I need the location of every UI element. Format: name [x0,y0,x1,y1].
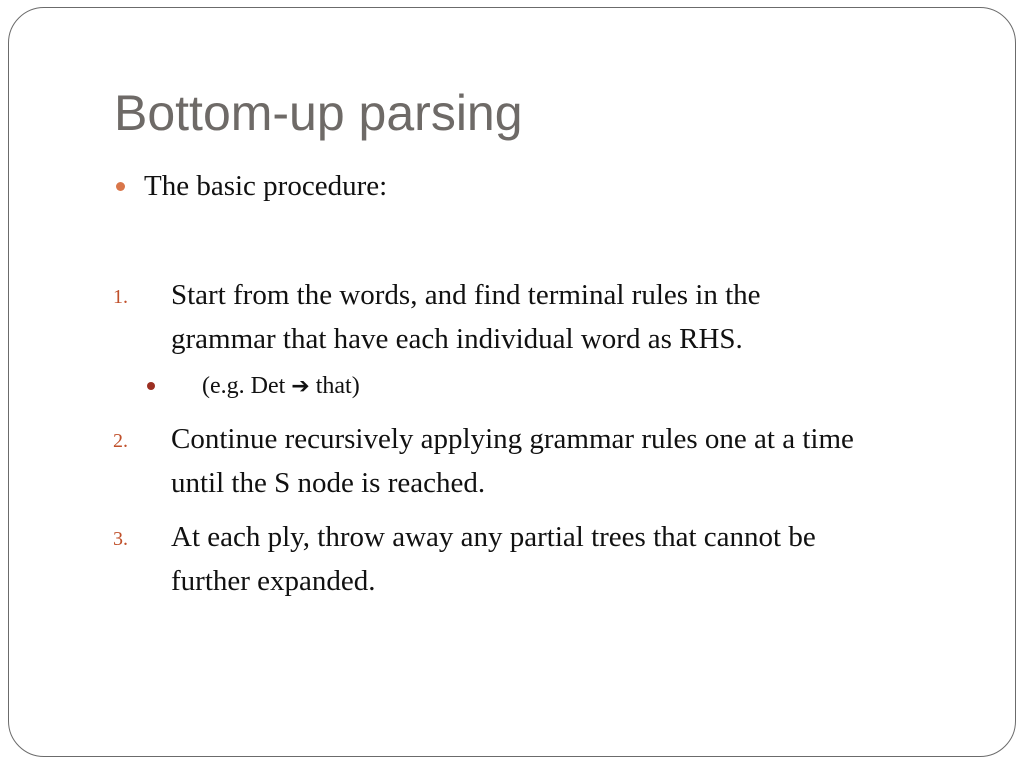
step-3-text [171,515,816,603]
intro-bullet-text: The basic procedure: [144,170,388,202]
step-number-1: 1. [113,286,128,308]
step-2-text [171,417,854,505]
example-line [202,373,360,400]
slide-title: Bottom-up parsing [114,85,523,141]
step-2-line-2: until the S node is reached. [171,467,486,499]
step-number-2: 2. [113,430,128,452]
step-1-text [171,273,761,361]
step-1-line-1: Start from the words, and find terminal rules in the [171,279,761,311]
step-3-line-1: At each ply, throw away any partial trees that cannot be [171,521,816,553]
bullet-dot-icon [116,182,125,191]
step-1-line-2: grammar that have each individual word as RHS. [171,323,743,355]
step-3-line-2: further expanded. [171,565,376,597]
example-prefix: (e.g. Det [202,373,286,399]
step-2-line-1: Continue recursively applying grammar rules one at a time [171,423,854,455]
example-suffix: that) [315,373,360,399]
right-arrow-icon: ➔ [291,374,310,399]
step-number-3: 3. [113,528,128,550]
sub-bullet-dot-icon [147,382,155,390]
